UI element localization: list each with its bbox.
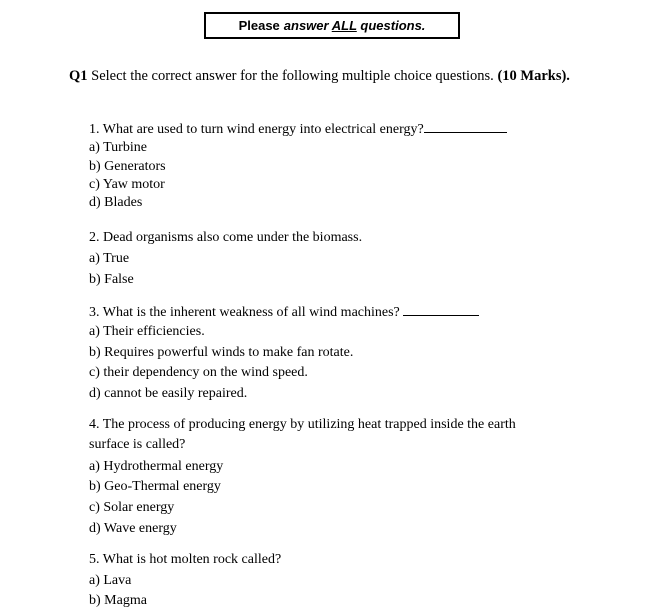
question-stem: 5. What is hot molten rock called? [89, 552, 282, 567]
answer-blank[interactable] [424, 120, 507, 133]
question-instructions: Select the correct answer for the following multiple choice questions. [91, 68, 494, 84]
question-stem: 4. The process of producing energy by utilizing heat trapped inside the earth [89, 417, 516, 432]
option: b) Geo-Thermal energy [89, 479, 221, 494]
question-stem-continued: surface is called? [89, 437, 186, 452]
option: d) Wave energy [89, 521, 177, 536]
option: c) Solar energy [89, 500, 175, 515]
option: a) True [89, 251, 130, 266]
option: b) Generators [89, 159, 166, 174]
question-stem: 3. What is the inherent weakness of all wind machines? [89, 305, 400, 320]
option: d) cannot be easily repaired. [89, 386, 248, 401]
question-stem: 2. Dead organisms also come under the biomass. [89, 230, 363, 245]
answer-blank[interactable] [403, 303, 479, 316]
option: a) Hydrothermal energy [89, 459, 224, 474]
option: d) Blades [89, 195, 143, 210]
question-intro [69, 66, 589, 87]
banner-emphasis: answer ALL questions. [283, 18, 426, 33]
question-stem: 1. What are used to turn wind energy into electrical energy? [89, 122, 424, 137]
option: c) Yaw motor [89, 177, 165, 192]
option: b) Magma [89, 593, 147, 608]
option: b) False [89, 272, 134, 287]
option: a) Lava [89, 573, 132, 588]
option: c) their dependency on the wind speed. [89, 365, 308, 380]
option: a) Turbine [89, 140, 147, 155]
banner-prefix: Please [238, 18, 280, 33]
question-marks: (10 Marks). [497, 68, 570, 84]
option: b) Requires powerful winds to make fan rotate. [89, 345, 354, 360]
instruction-banner [204, 12, 460, 39]
banner-all: ALL [331, 18, 357, 33]
question-label: Q1 [69, 68, 88, 84]
option: a) Their efficiencies. [89, 324, 205, 339]
